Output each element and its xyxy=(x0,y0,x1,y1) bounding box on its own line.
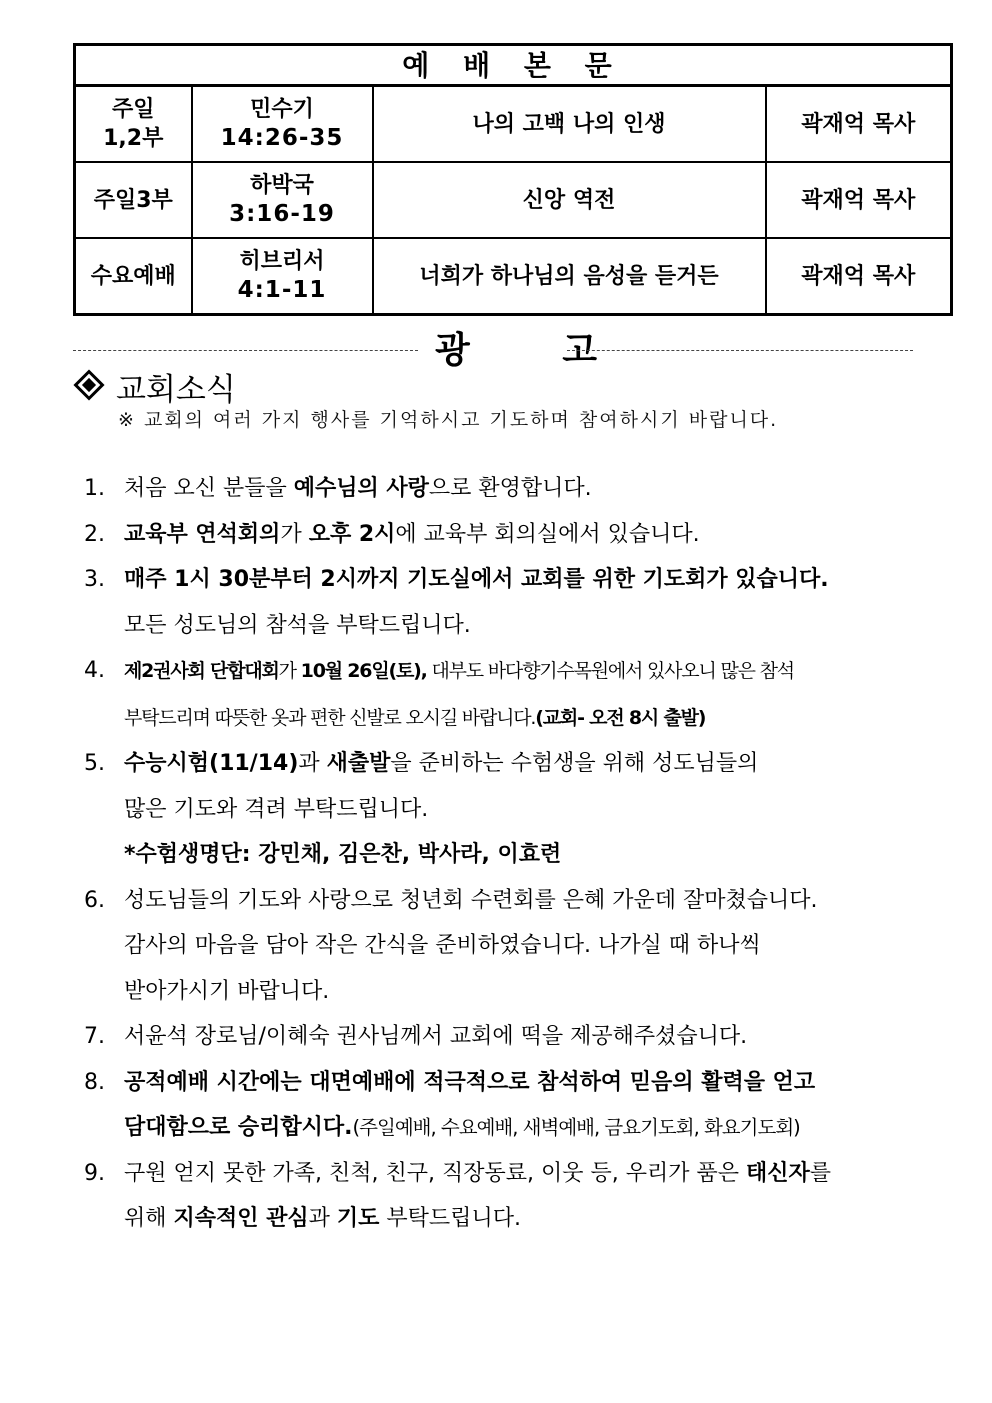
announcements-header xyxy=(73,322,913,371)
scripture xyxy=(192,238,373,315)
announcement-item xyxy=(84,878,864,1015)
item-line xyxy=(124,832,864,878)
scripture-verse: 14:26-35 xyxy=(220,125,344,151)
item-text: (주일예배, 수요예배, 새벽예배, 금요기도회, 화요기도회) xyxy=(352,1116,800,1139)
service-line-1: 주일3부 xyxy=(93,187,173,213)
item-line xyxy=(124,512,864,558)
service-name xyxy=(75,238,192,315)
item-line xyxy=(124,648,864,695)
emphasized-text: *수험생명단: 강민채, 김은찬, 박사라, 이효련 xyxy=(124,842,562,867)
emphasized-text: 기도 xyxy=(336,1206,380,1231)
announcements-title: 광 고 xyxy=(435,330,638,371)
emphasized-text: 수능시험(11/14) xyxy=(124,751,299,776)
schedule-title: 예 배 본 문 xyxy=(75,45,952,86)
church-news-note: ※ 교회의 여러 가지 행사를 기억하시고 기도하며 참여하시기 바랍니다. xyxy=(118,409,779,431)
item-text: 위해 xyxy=(124,1206,174,1231)
item-text: 가 xyxy=(278,660,301,682)
emphasized-text: 지속적인 관심 xyxy=(173,1206,309,1231)
announcement-item xyxy=(84,1060,864,1151)
item-line xyxy=(124,466,864,512)
item-number: 9. xyxy=(84,1160,105,1186)
service-line-1: 수요예배 xyxy=(90,263,176,289)
preacher: 곽재억 목사 xyxy=(766,238,952,315)
item-text: 에 교육부 회의실에서 있습니다. xyxy=(395,521,700,547)
service-line-2: 1,2부 xyxy=(103,126,164,151)
emphasized-text: 태신자 xyxy=(745,1160,810,1186)
item-number: 2. xyxy=(84,521,105,547)
item-text: 처음 오신 분들을 xyxy=(124,476,294,501)
sermon-title: 신앙 역전 xyxy=(373,162,766,238)
item-number: 8. xyxy=(84,1069,105,1095)
emphasized-text: 담대함으로 승리합시다. xyxy=(124,1115,353,1140)
emphasized-text: (교회- 오전 8시 출발) xyxy=(535,706,706,729)
item-text: 구원 얻지 못한 가족, 친척, 친구, 직장동료, 이웃 등, 우리가 품은 xyxy=(124,1160,746,1186)
emphasized-text: 오후 2시 xyxy=(308,521,396,547)
dashed-divider xyxy=(73,350,418,351)
item-line xyxy=(124,923,864,969)
preacher: 곽재억 목사 xyxy=(766,162,952,238)
item-line xyxy=(124,695,864,742)
item-text: 서윤석 장로님/이혜숙 권사님께서 교회에 떡을 제공해주셨습니다. xyxy=(124,1024,748,1049)
announcement-item xyxy=(84,648,864,741)
item-number: 6. xyxy=(84,887,105,913)
scripture-verse: 3:16-19 xyxy=(229,201,335,227)
item-text: 모든 성도님의 참석을 부탁드립니다. xyxy=(124,612,471,638)
service-line-1: 주일 xyxy=(111,97,155,122)
emphasized-text: 매주 1시 30분부터 2시까지 기도실에서 교회를 위한 기도회가 있습니다. xyxy=(124,567,829,592)
item-line xyxy=(124,1196,864,1242)
church-news-title: 교회소식 xyxy=(116,372,236,408)
emphasized-text: 10월 26일(토), xyxy=(300,660,427,682)
announcement-item xyxy=(84,1151,864,1242)
item-text: 을 준비하는 수험생을 위해 성도님들의 xyxy=(390,751,759,776)
item-text: 를 xyxy=(809,1160,831,1186)
schedule-row xyxy=(75,162,952,238)
item-number: 1. xyxy=(84,476,105,501)
item-number: 5. xyxy=(84,751,105,776)
item-text: 성도님들의 기도와 사랑으로 청년회 수련회를 은혜 가운데 잘마쳤습니다. xyxy=(124,887,818,913)
item-number: 3. xyxy=(84,567,105,592)
item-line xyxy=(124,1151,864,1197)
item-text: 부탁드립니다. xyxy=(379,1206,521,1231)
announcement-list xyxy=(84,466,864,1242)
emphasized-text: 교육부 연석회의 xyxy=(124,521,281,547)
schedule-row xyxy=(75,238,952,315)
announcement-item xyxy=(84,466,864,512)
item-text: 으로 환영합니다. xyxy=(428,476,592,501)
schedule-row xyxy=(75,86,952,163)
item-text: 가 xyxy=(280,521,309,547)
announcement-item xyxy=(84,741,864,878)
service-name xyxy=(75,86,192,163)
emphasized-text: 공적예배 시간에는 대면예배에 적극적으로 참석하여 믿음의 활력을 얻고 xyxy=(124,1069,816,1095)
scripture-book: 히브리서 xyxy=(239,249,325,274)
preacher: 곽재억 목사 xyxy=(766,86,952,163)
item-line xyxy=(124,603,864,649)
item-text: 과 xyxy=(298,751,327,776)
diamond-bullet-icon xyxy=(73,369,104,400)
announcement-item xyxy=(84,1014,864,1060)
announcement-item xyxy=(84,557,864,648)
scripture xyxy=(192,162,373,238)
item-text: 감사의 마음을 담아 작은 간식을 준비하였습니다. 나가실 때 하나씩 xyxy=(124,933,761,958)
item-text: 과 xyxy=(308,1206,337,1231)
item-text: 많은 기도와 격려 부탁드립니다. xyxy=(124,796,429,822)
sermon-schedule-table xyxy=(73,43,953,316)
item-line xyxy=(124,969,864,1015)
item-line xyxy=(124,787,864,833)
emphasized-text: 예수님의 사랑 xyxy=(293,476,429,501)
item-line xyxy=(124,741,864,787)
scripture xyxy=(192,86,373,163)
scripture-book: 민수기 xyxy=(250,97,314,122)
item-text: 대부도 바다향기수목원에서 있사오니 많은 참석 xyxy=(426,660,794,682)
dashed-divider xyxy=(567,350,913,351)
item-line xyxy=(124,1105,864,1151)
item-line xyxy=(124,878,864,924)
emphasized-text: 새출발 xyxy=(326,751,391,776)
sermon-title: 너희가 하나님의 음성을 듣거든 xyxy=(373,238,766,315)
emphasized-text: 제2권사회 단합대회 xyxy=(124,660,279,682)
item-number: 7. xyxy=(84,1024,105,1049)
scripture-verse: 4:1-11 xyxy=(237,277,327,303)
item-text: 받아가시기 바랍니다. xyxy=(124,978,330,1004)
announcement-item xyxy=(84,512,864,558)
scripture-book: 하박국 xyxy=(250,173,314,198)
item-text: 부탁드리며 따뜻한 옷과 편한 신발로 오시길 바랍니다. xyxy=(124,706,536,729)
item-line xyxy=(124,557,864,603)
item-line xyxy=(124,1014,864,1060)
item-line xyxy=(124,1060,864,1106)
service-name xyxy=(75,162,192,238)
sermon-title: 나의 고백 나의 인생 xyxy=(373,86,766,163)
item-number: 4. xyxy=(84,658,105,683)
church-news-heading xyxy=(78,364,236,408)
